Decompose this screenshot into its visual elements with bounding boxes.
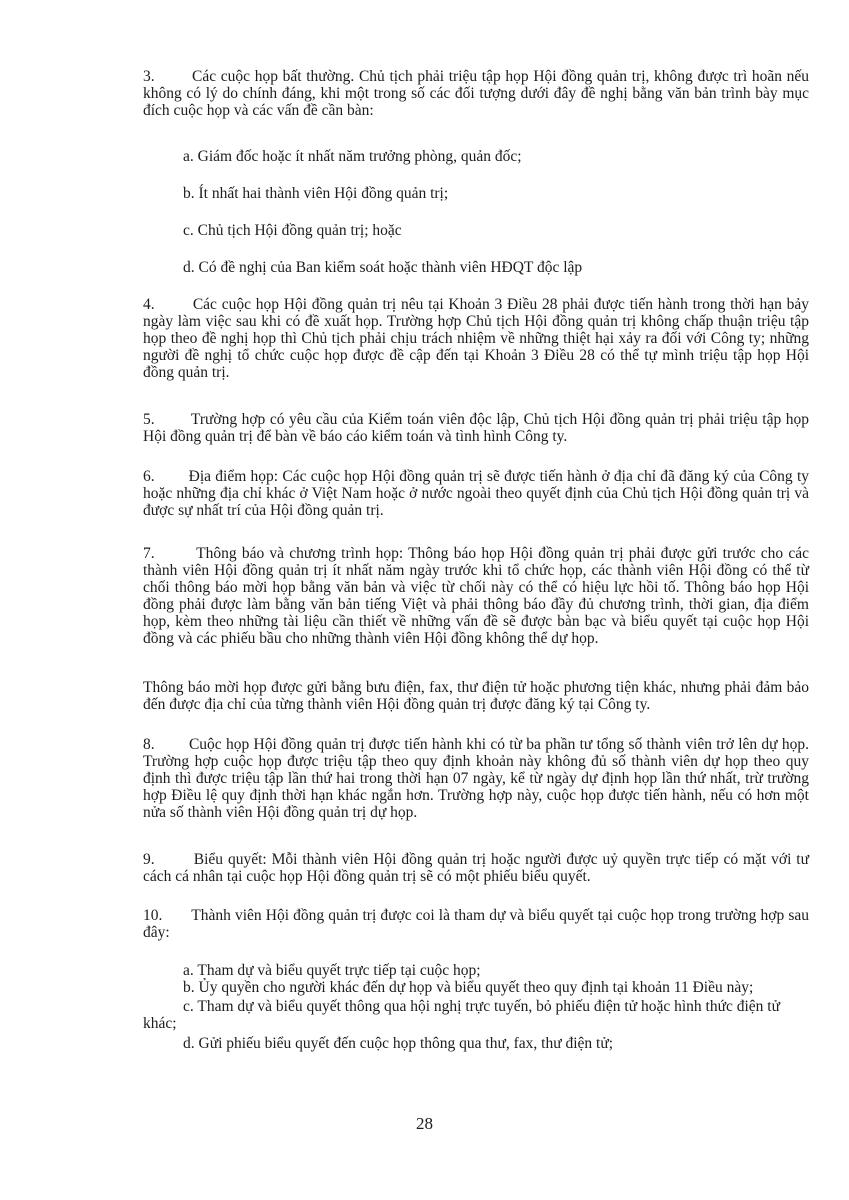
paragraph-10: 10. Thành viên Hội đồng quản trị được coi là tham dự và biểu quyết tại cuộc họp trong trường hợp sau đây:	[143, 907, 809, 941]
paragraph-6: 6. Địa điểm họp: Các cuộc họp Hội đồng quản trị sẽ được tiến hành ở địa chỉ đã đăng ký của Công ty hoặc những địa chỉ khác ở Việt Nam hoặc ở nước ngoài theo quyết định của Chủ tịch Hội đồng quản trị và được sự nhất trí của Hội đồng quản trị.	[143, 468, 809, 519]
paragraph-3: 3. Các cuộc họp bất thường. Chủ tịch phải triệu tập họp Hội đồng quản trị, không được trì hoãn nếu không có lý do chính đáng, khi một trong số các đối tượng dưới đây đề nghị bằng văn bản trình bày mục đích cuộc họp và các vấn đề cần bàn:	[143, 68, 809, 119]
item-3d: d. Có đề nghị của Ban kiểm soát hoặc thành viên HĐQT độc lập	[183, 259, 583, 276]
item-10c: c. Tham dự và biểu quyết thông qua hội nghị trực tuyến, bỏ phiếu điện tử hoặc hình thức điện tử khác;	[143, 998, 781, 1032]
paragraph-7: 7. Thông báo và chương trình họp: Thông báo họp Hội đồng quản trị phải được gửi trước cho các thành viên Hội đồng quản trị ít nhất năm ngày trước khi tổ chức họp, các thành viên Hội đồng có thể từ chối thông báo mời họp bằng văn bản và việc từ chối này có thể có hiệu lực hồi tố. Thông báo họp Hội đồng phải được làm bằng văn bản tiếng Việt và phải thông báo đầy đủ chương trình, thời gian, địa điểm họp, kèm theo những tài liệu cần thiết về những vấn đề sẽ được bàn bạc và biểu quyết tại cuộc họp Hội đồng và các phiếu bầu cho những thành viên Hội đồng không thể dự họp.	[143, 545, 809, 647]
item-3a: a. Giám đốc hoặc ít nhất năm trưởng phòng, quản đốc;	[183, 148, 522, 165]
paragraph-9: 9. Biểu quyết: Mỗi thành viên Hội đồng quản trị hoặc người được uỷ quyền trực tiếp có mặt với tư cách cá nhân tại cuộc họp Hội đồng quản trị sẽ có một phiếu biểu quyết.	[143, 851, 809, 885]
item-10a: a. Tham dự và biểu quyết trực tiếp tại cuộc họp;	[183, 962, 481, 979]
item-3c: c. Chủ tịch Hội đồng quản trị; hoặc	[183, 222, 402, 239]
page-number: 28	[416, 1114, 433, 1133]
paragraph-8: 8. Cuộc họp Hội đồng quản trị được tiến hành khi có từ ba phần tư tổng số thành viên trở lên dự họp. Trường hợp cuộc họp được triệu tập theo quy định khoản này không đủ số thành viên dự họp theo quy định thì được triệu tập lần thứ hai trong thời hạn 07 ngày, kể từ ngày dự định họp lần thứ nhất, trừ trường hợp Điều lệ quy định thời hạn khác ngắn hơn. Trường hợp này, cuộc họp được tiến hành, nếu có hơn một nửa số thành viên Hội đồng quản trị dự họp.	[143, 736, 809, 821]
paragraph-5: 5. Trường hợp có yêu cầu của Kiểm toán viên độc lập, Chủ tịch Hội đồng quản trị phải triệu tập họp Hội đồng quản trị để bàn về báo cáo kiểm toán và tình hình Công ty.	[143, 411, 809, 445]
item-10d: d. Gửi phiếu biểu quyết đến cuộc họp thông qua thư, fax, thư điện tử;	[183, 1035, 614, 1052]
item-3b: b. Ít nhất hai thành viên Hội đồng quản trị;	[183, 185, 449, 202]
paragraph-7-notice: Thông báo mời họp được gửi bằng bưu điện, fax, thư điện tử hoặc phương tiện khác, nhưng phải đảm bảo đến được địa chỉ của từng thành viên Hội đồng quản trị được đăng ký tại Công ty.	[143, 679, 809, 713]
paragraph-4: 4. Các cuộc họp Hội đồng quản trị nêu tại Khoản 3 Điều 28 phải được tiến hành trong thời hạn bảy ngày làm việc sau khi có đề xuất họp. Trường hợp Chủ tịch Hội đồng quản trị không chấp thuận triệu tập họp theo đề nghị họp thì Chủ tịch phải chịu trách nhiệm về những thiệt hại xảy ra đối với Công ty; những người đề nghị tổ chức cuộc họp được đề cập đến tại Khoản 3 Điều 28 có thể tự mình triệu tập họp Hội đồng quản trị.	[143, 296, 809, 381]
item-10b: b. Ủy quyền cho người khác đến dự họp và biểu quyết theo quy định tại khoản 11 Điều này;	[183, 979, 754, 996]
